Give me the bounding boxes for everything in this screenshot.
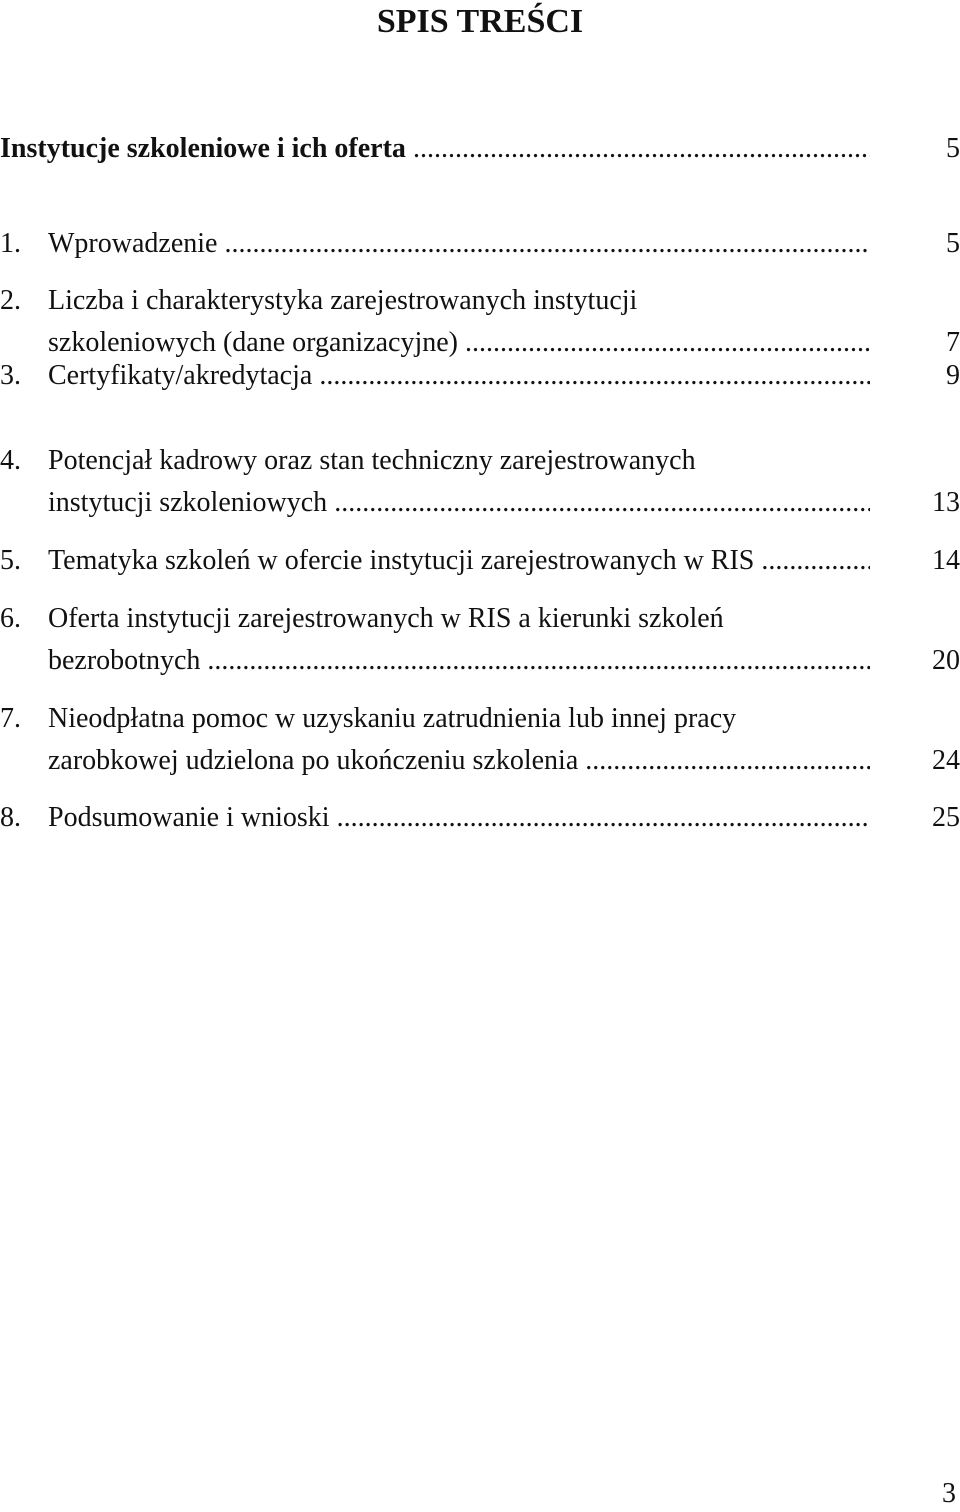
toc-entry-text: Wprowadzenie .....	[48, 223, 870, 265]
toc-entry-number: 4.	[0, 445, 21, 476]
page-title: SPIS TREŚCI	[376, 3, 584, 40]
toc-section-text: Instytucje szkoleniowe i ich oferta .....	[0, 128, 870, 170]
toc-entry-page: 20	[932, 645, 960, 676]
toc-entry-number: 1.	[0, 228, 21, 259]
toc-section-page: 5	[946, 133, 960, 164]
toc-entry-page: 25	[932, 802, 960, 833]
toc-entry-page: 5	[946, 228, 960, 259]
toc-entry-number: 5.	[0, 545, 21, 576]
page-number: 3	[942, 1478, 956, 1509]
toc-entry[interactable]	[0, 598, 960, 682]
toc-entry-number: 7.	[0, 703, 21, 734]
toc-entry-text: Oferta instytucji zarejestrowanych w RIS a kierunki szkoleń	[48, 603, 724, 634]
toc-entry-number: 8.	[0, 802, 21, 833]
toc-entry-page: 9	[946, 360, 960, 391]
toc-entry-text: Nieodpłatna pomoc w uzyskaniu zatrudnienia lub innej pracy	[48, 703, 737, 734]
toc-entry-text: Certyfikaty/akredytacja .....	[48, 355, 870, 397]
toc-entry-number: 2.	[0, 285, 21, 316]
toc-entry-text: Podsumowanie i wnioski .....	[48, 797, 870, 839]
toc-entry[interactable]	[0, 797, 960, 839]
toc-entry-text: Potencjał kadrowy oraz stan techniczny zarejestrowanych	[48, 445, 696, 476]
toc-entry-text-continued: bezrobotnych .....	[48, 640, 870, 682]
toc-entry-page: 7	[946, 327, 960, 358]
toc-entry[interactable]	[0, 540, 960, 582]
toc-entry-page: 24	[932, 745, 960, 776]
toc-entry-number: 6.	[0, 603, 21, 634]
toc-entry[interactable]	[0, 698, 960, 782]
toc-entry-number: 3.	[0, 360, 21, 391]
toc-entry-text-continued: zarobkowej udzielona po ukończeniu szkolenia .....	[48, 740, 870, 782]
toc-entry-text-continued: instytucji szkoleniowych .....	[48, 482, 870, 524]
toc-entry-text: Liczba i charakterystyka zarejestrowanych instytucji	[48, 285, 638, 316]
toc-entry-page: 13	[932, 487, 960, 518]
toc-entry[interactable]	[0, 440, 960, 524]
toc-entry[interactable]	[0, 355, 960, 397]
toc-entry-text-continued: szkoleniowych (dane organizacyjne) .....	[48, 322, 870, 364]
toc-entry-page: 14	[932, 545, 960, 576]
toc-entry-text: Tematyka szkoleń w ofercie instytucji zarejestrowanych w RIS .....	[48, 540, 870, 582]
toc-section-entry[interactable]	[0, 128, 960, 170]
toc-entry[interactable]	[0, 280, 960, 364]
toc-entry[interactable]	[0, 223, 960, 265]
